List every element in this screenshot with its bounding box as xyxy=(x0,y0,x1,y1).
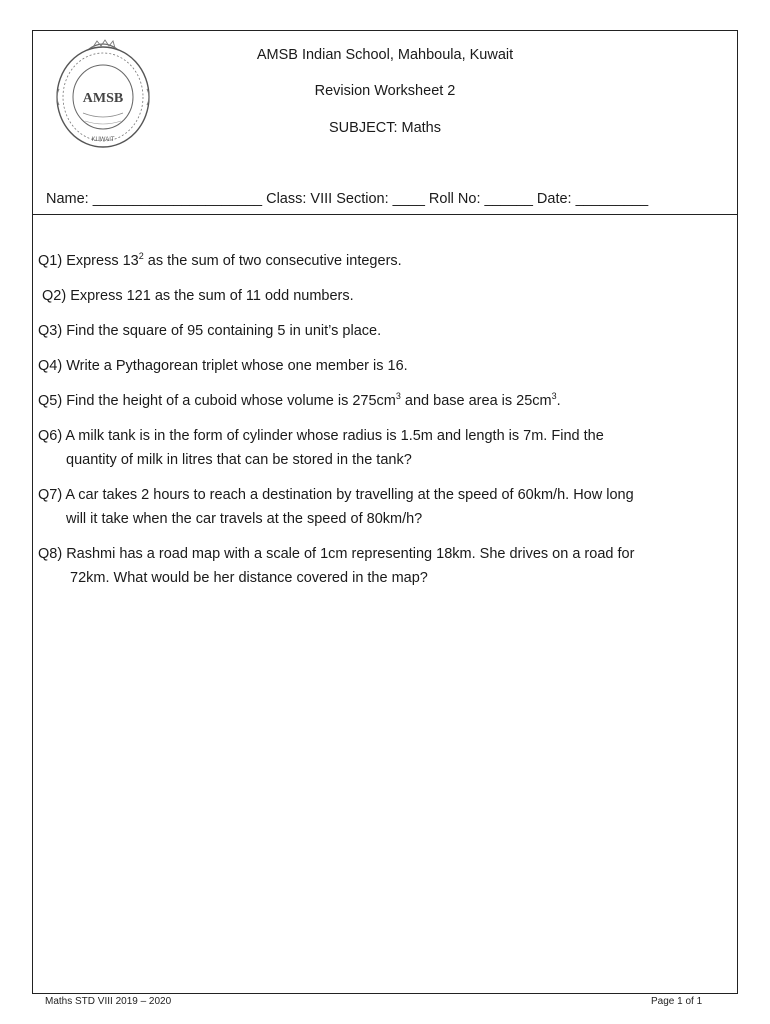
worksheet-title: Revision Worksheet 2 xyxy=(314,83,456,99)
question-list xyxy=(38,249,733,601)
question-8: Q8) Rashmi has a road map with a scale of 1cm representing 18km. She drives on a road for 72km. What would be her distance covered in the map? xyxy=(38,546,635,586)
question-3: Q3) Find the square of 95 containing 5 in unit’s place. xyxy=(38,323,382,339)
question-4: Q4) Write a Pythagorean triplet whose one member is 16. xyxy=(38,358,408,374)
question-7: Q7) A car takes 2 hours to reach a destination by travelling at the speed of 60km/h. How long will it take when the car travels at the speed of 80km/h? xyxy=(38,487,634,527)
question-1: Q1) Express $13^2$ as the sum of two consecutive integers. xyxy=(38,251,402,269)
question-5: Q5) Find the height of a cuboid whose volume is $275cm^3$ and base area is $25cm^3$. xyxy=(38,391,561,409)
worksheet-header xyxy=(33,31,737,215)
footer-course-label: Maths STD VIII 2019 – 2020 xyxy=(45,996,172,1007)
subject-line: SUBJECT: Maths xyxy=(329,120,441,136)
worksheet-page xyxy=(32,30,738,994)
question-6: Q6) A milk tank is in the form of cylinder whose radius is 1.5m and length is 7m. Find the quantity of milk in litres that can be stored in the tank? xyxy=(38,428,604,468)
student-details-line: Name: _____________________ Class: VIII Section: ____ Roll No: ______ Date: _________ xyxy=(46,191,649,207)
school-name: AMSB Indian School, Mahboula, Kuwait xyxy=(256,47,514,63)
footer-page-number: Page 1 of 1 xyxy=(651,996,703,1007)
question-2: Q2) Express 121 as the sum of 11 odd numbers. xyxy=(42,288,354,304)
svg-text:KUWAIT: KUWAIT xyxy=(91,137,115,143)
svg-text:AMSB: AMSB xyxy=(82,91,124,106)
